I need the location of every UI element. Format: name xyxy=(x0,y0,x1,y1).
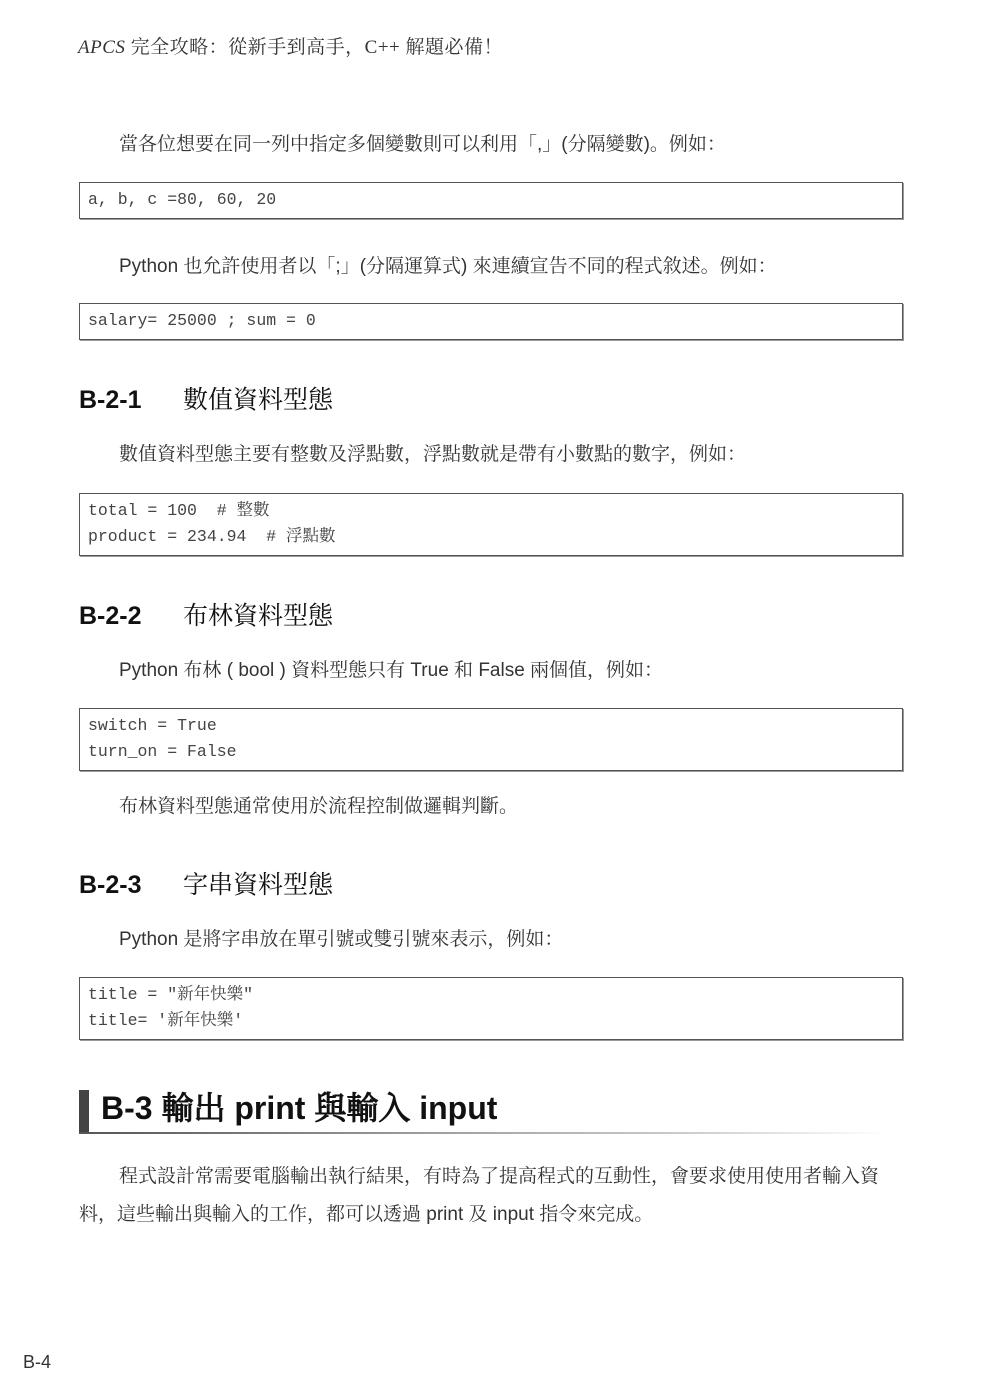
code-line: title = "新年快樂" xyxy=(88,985,254,1004)
paragraph-multi-assign: 當各位想要在同一列中指定多個變數則可以利用「,」(分隔變數)。例如： xyxy=(119,134,726,155)
section-heading-b-3 xyxy=(79,1086,905,1134)
code-block-numeric xyxy=(79,493,903,556)
paragraph-semicolon: Python 也允許使用者以「;」(分隔運算式) 來連續宣告不同的程式敘述。例如： xyxy=(119,256,777,277)
code-block-bool xyxy=(79,708,903,771)
heading-rule xyxy=(79,1132,889,1134)
subsection-title: 字串資料型態 xyxy=(183,870,334,899)
subsection-heading-b-2-3 xyxy=(79,865,333,901)
section-title: B-3 輸出 print 與輸入 input xyxy=(101,1090,498,1126)
code-line: product = 234.94 # 浮點數 xyxy=(88,527,336,546)
subsection-number: B-2-3 xyxy=(79,871,142,899)
subsection-heading-b-2-2 xyxy=(79,596,333,632)
subsection-number: B-2-2 xyxy=(79,602,142,630)
code-line: switch = True xyxy=(88,716,217,735)
subsection-number: B-2-1 xyxy=(79,386,142,414)
code-line: title= '新年快樂' xyxy=(88,1011,244,1030)
heading-accent-bar xyxy=(79,1090,89,1132)
running-header xyxy=(78,32,503,59)
code-line: salary= 25000 ; sum = 0 xyxy=(88,311,316,330)
code-block-multi-assign xyxy=(79,182,903,219)
code-block-string xyxy=(79,977,903,1040)
subsection-heading-b-2-1 xyxy=(79,380,333,416)
paragraph-numeric-intro: 數值資料型態主要有整數及浮點數，浮點數就是帶有小數點的數字，例如： xyxy=(119,444,747,465)
code-line: total = 100 # 整數 xyxy=(88,501,270,520)
book-brand: APCS xyxy=(78,37,126,58)
code-block-semicolon xyxy=(79,303,903,340)
code-line: a, b, c =80, 60, 20 xyxy=(88,190,277,209)
book-title: 完全攻略：從新手到高手，C++ 解題必備！ xyxy=(125,37,503,58)
paragraph-bool-outro: 布林資料型態通常使用於流程控制做邏輯判斷。 xyxy=(119,796,519,817)
paragraph-bool-intro: Python 布林 ( bool ) 資料型態只有 True 和 False 兩個值，例如： xyxy=(119,660,664,681)
page-number: B-4 xyxy=(23,1352,52,1372)
code-line: turn_on = False xyxy=(88,742,237,761)
paragraph-string-intro: Python 是將字串放在單引號或雙引號來表示，例如： xyxy=(119,929,564,950)
subsection-title: 數值資料型態 xyxy=(183,385,334,414)
paragraph-io-intro: 程式設計常需要電腦輸出執行結果，有時為了提高程式的互動性，會要求使用使用者輸入資料，這些輸出與輸入的工作，都可以透過 print 及 input 指令來完成。 xyxy=(79,1166,880,1225)
subsection-title: 布林資料型態 xyxy=(183,601,334,630)
